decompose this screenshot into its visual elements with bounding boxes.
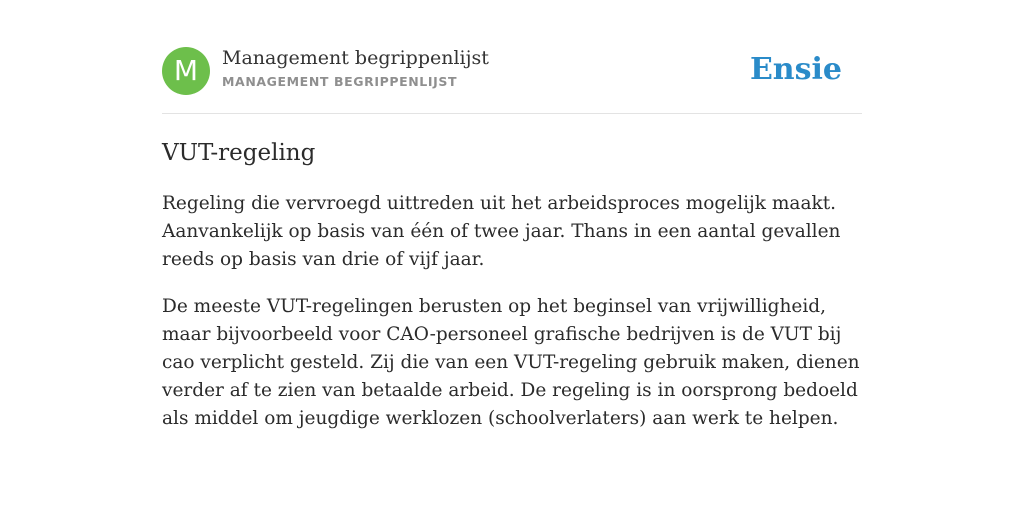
source-title-link[interactable]: Management begrippenlijst [222, 47, 489, 69]
definition-paragraph: Regeling die vervroegd uittreden uit het arbeidsproces mogelijk maakt. Aanvankelijk op basis van één of twee jaar. Thans in een aantal gevallen reeds op basis van drie of vijf jaar. [162, 193, 841, 270]
definition-paragraph: De meeste VUT-regelingen berusten op het beginsel van vrijwilligheid, maar bijvoorbeeld voor CAO-personeel grafische bedrijven is de VUT bij cao verplicht gesteld. Zij die van een VUT-regeling gebruik maken, dienen verder af te zien van betaalde arbeid. De regeling is in oorsprong bedoeld als middel om jeugdige werklozen (schoolverlaters) aan werk te helpen. [162, 296, 860, 429]
definition-body [162, 190, 862, 452]
source-avatar[interactable]: M [162, 47, 210, 95]
term-title: VUT-regeling [162, 140, 316, 166]
ensie-logo[interactable]: Ensie [749, 52, 842, 87]
card-header [162, 46, 862, 96]
entry-card [162, 46, 862, 429]
source-subtitle[interactable]: MANAGEMENT BEGRIPPENLIJST [222, 74, 458, 89]
header-divider [162, 113, 862, 114]
